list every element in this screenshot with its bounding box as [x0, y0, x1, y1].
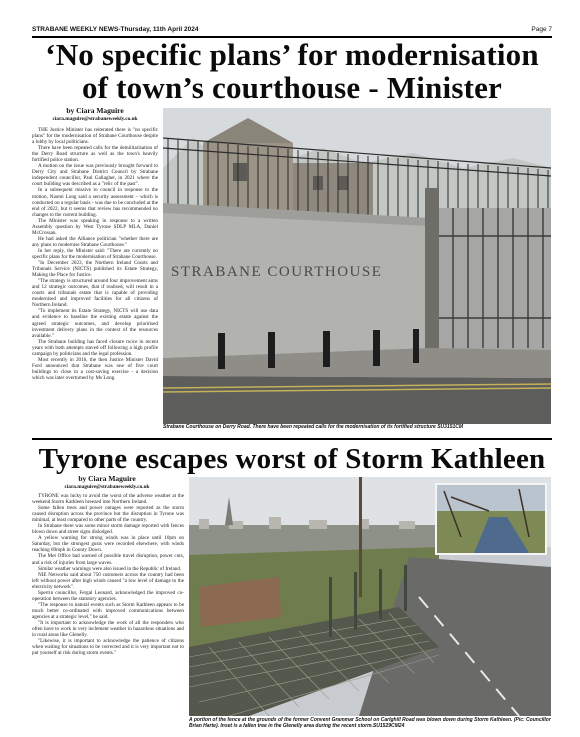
article2-paragraph: TYRONE was lucky to avoid the worst of the adverse weather at the weekend Storm Kathleen breezed into Northern Ireland.: [32, 493, 184, 506]
article2-paragraph: Similar weather warnings were also issued in the Republic of Ireland.: [38, 565, 182, 572]
article2-headline: Tyrone escapes worst of Storm Kathleen: [38, 443, 546, 475]
article2-paragraph: "Likewise, it is important to acknowledge the patience of citizens when waiting for situations to be corrected and it is very important not to put yourself at risk during storm events.": [32, 638, 184, 657]
article2-paragraph: "It is important to acknowledge the work of all the responders who often have to work in very inclement weather in hazardous situations and in rural areas like Glenelly.: [32, 619, 184, 639]
article1-paragraph: Most recently in 2016, the then Justice Minister David Ford announced that Strabane was one of five court buildings to close in a cost-saving exercise - a decision which was later overturned by Ms Long.: [32, 356, 158, 381]
article1-paragraph: In her reply, the Minister said: "There are currently no specific plans for the modernisation of Strabane Courthouse.: [32, 247, 158, 260]
courthouse-sign: STRABANE COURTHOUSE: [171, 264, 383, 280]
article1-paragraph: "To implement its Estate Strategy, NICTS will use data and evidence to baseline the existing estate against the agreed strategic outcomes, and develop prioritised investment delivery plans in the context of the resources available.": [32, 308, 158, 339]
storm-fence-photo: [189, 477, 551, 716]
section-divider: [32, 438, 552, 440]
article1-paragraph: A motion on the issue was previously brought forward to Derry City and Strabane District Council by Strabane independent councillor, Paul Gallagher, in 2021 where the court building was described as a "relic of the past".: [32, 163, 158, 188]
courthouse-photo: [163, 108, 551, 424]
article1-byline-name: by Ciara Maguire: [66, 106, 124, 115]
publication-date-line: STRABANE WEEKLY NEWS-Thursday, 11th April 2024: [32, 26, 199, 33]
article2-body: [32, 493, 184, 719]
article2-paragraph: NIE Networks said about 750 customers across the country had been left without power after high winds caused "a low level of damage to the electricity network".: [32, 571, 184, 590]
article1-headline-line1: ‘No specific plans’ for modernisation: [45, 37, 539, 72]
storm-illustration: [189, 477, 551, 716]
article1-paragraph: In a subsequent missive to council in response to the motion, Naomi Long said a security assessment – which is conducted on a regular basis - was due to be concluded at the end of 2022, but it seems that review has recommended no changes to the current building.: [32, 187, 158, 218]
article1-byline: [32, 106, 158, 122]
article1-photo-caption: Strabane Courthouse on Derry Road. There have been repeated calls for the modernisation of its fortified structure SU3151CM: [163, 424, 464, 430]
article2-photo-caption: A portion of the fence at the grounds of the former Convent Grammar School on Carlghill Road was blown down during Storm Kathleen. (Pic: Councillor Brian Harte). Inset is a fallen tree in the Glenelly area during the recent storm.SU1529CM24: [189, 717, 551, 729]
article2-paragraph: In Strabane there was some minor storm damage reported with fences blown down and street signs dislodged.: [32, 523, 184, 536]
article2-paragraph: "The response to natural events such as Storm Kathleen appears to be much better co-ordinated with improved communications between agencies at a strategic level," he said.: [32, 601, 184, 620]
article1-body: [32, 127, 158, 432]
article2-paragraph: The Met Office had warned of possible travel disruption, power cuts, and a risk of injuries from large waves.: [32, 553, 184, 566]
article2-paragraph: Some fallen trees and power outages were reported as the storm caused disruption across the province but the disruption in Tyrone was minimal, at least compared to other parts of the country.: [32, 505, 184, 524]
article2-byline-name: by Ciara Maguire: [78, 474, 136, 483]
article1-headline: [28, 38, 556, 104]
article2-byline: [32, 474, 182, 490]
article1-paragraph: The Minister was speaking in response to a written Assembly question by West Tyrone SDLP MLA, Daniel McCrossan.: [32, 217, 158, 236]
article2-paragraph: A yellow warning for strong winds was in place until 10pm on Saturday, but the strongest gusts were recorded elsewhere, with winds reaching 69mph in County Down.: [32, 535, 184, 554]
article1-paragraph: There have been repeated calls for the demilitarisation of the Derry Road structure as well as the town's heavily fortified police station.: [32, 145, 158, 164]
article1-byline-email: ciara.maguire@strabaneweekly.co.uk: [52, 116, 138, 122]
article2-paragraph: Sperrin councillor, Fergal Leonard, acknowledged the improved co-operation between the statutory agencies.: [32, 589, 184, 602]
article1-paragraph: "In December 2023, the Northern Ireland Courts and Tribunals Service (NICTS) published its Estate Strategy, Making the Place for Justice.: [32, 260, 158, 279]
article1-headline-line2: of town’s courthouse - Minister: [81, 70, 503, 105]
article1-paragraph: THE Justice Minister has reiterated there is "no specific plans" for the modernisation of Strabane Courthouse despite a lobby by local politicians.: [32, 127, 158, 146]
page-number: Page 7: [531, 26, 552, 33]
courthouse-illustration: [163, 108, 551, 424]
article1-paragraph: He had asked the Alliance politician "whether there are any plans to modernise Strabane Courthouse.": [32, 235, 158, 248]
article1-paragraph: The Strabane building has faced closure twice in recent years with both attempts staved off following a high profile campaign by politicians and the legal profession.: [32, 338, 158, 357]
article2-byline-email: ciara.maguire@strabaneweekly.co.uk: [64, 484, 150, 490]
article1-paragraph: "The strategy is structured around four improvement aims and 12 strategic outcomes, that if realised, will result in a courts and tribunals estate that is capable of providing modernised and improved facilities for all citizens of Northern Ireland.: [32, 278, 158, 309]
